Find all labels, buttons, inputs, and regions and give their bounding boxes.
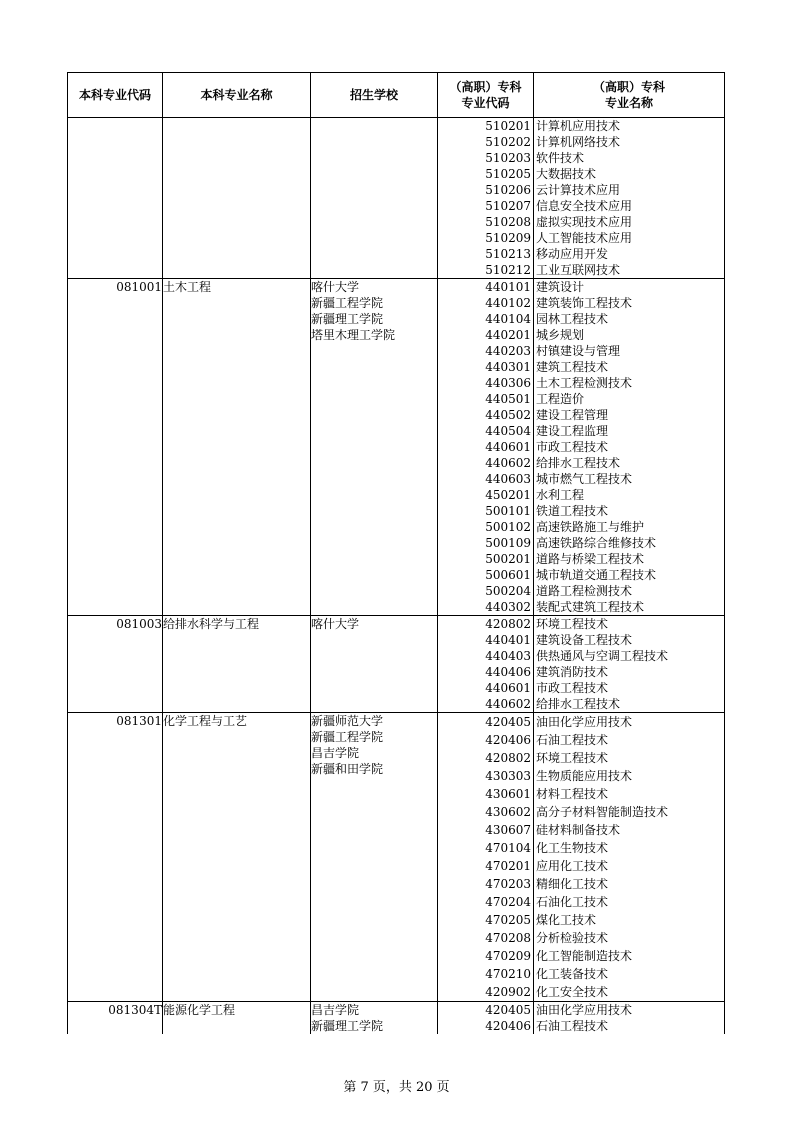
vocational-code: 420802: [485, 617, 531, 631]
header-vocational-name-line2: 专业名称: [604, 96, 653, 110]
vocational-code: 420406: [485, 1019, 531, 1033]
undergrad-name: 能源化学工程: [163, 1002, 311, 1035]
vocational-name: 计算机应用技术: [536, 119, 621, 133]
vocational-code: 510209: [485, 231, 531, 245]
vocational-name: 村镇建设与管理: [536, 344, 621, 358]
vocational-code: 440602: [485, 697, 531, 711]
vocational-code: 510213: [485, 247, 531, 261]
school-item: 喀什大学: [311, 617, 360, 631]
school-list: [311, 1002, 438, 1035]
vocational-code: 500601: [485, 568, 531, 582]
vocational-code: 440601: [485, 440, 531, 454]
vocational-code: 500102: [485, 520, 531, 534]
vocational-code: 440203: [485, 344, 531, 358]
undergrad-name: [163, 118, 311, 279]
school-item: 新疆理工学院: [311, 312, 384, 326]
vocational-name: 煤化工技术: [536, 913, 597, 927]
vocational-name: 水利工程: [536, 488, 585, 502]
vocational-code-list: [438, 279, 534, 616]
vocational-code: 510206: [485, 183, 531, 197]
vocational-name: 化工装备技术: [536, 967, 609, 981]
vocational-code: 440601: [485, 681, 531, 695]
vocational-code: 470204: [485, 895, 531, 909]
undergrad-code: [68, 118, 163, 279]
header-vocational-name: [534, 73, 725, 118]
vocational-code: 440104: [485, 312, 531, 326]
school-item: 新疆理工学院: [311, 1019, 384, 1033]
vocational-name: 铁道工程技术: [536, 504, 609, 518]
undergrad-code: 081304T: [68, 1002, 163, 1035]
vocational-name: 移动应用开发: [536, 247, 609, 261]
table-row: [68, 1002, 725, 1035]
vocational-name: 化工安全技术: [536, 985, 609, 999]
vocational-name: 建筑设备工程技术: [536, 633, 633, 647]
vocational-name: 虚拟实现技术应用: [536, 215, 633, 229]
vocational-code: 420405: [485, 715, 531, 729]
vocational-code: 500201: [485, 552, 531, 566]
vocational-code: 470209: [485, 949, 531, 963]
vocational-name: 信息安全技术应用: [536, 199, 633, 213]
school-item: 新疆和田学院: [311, 762, 384, 776]
vocational-name: 石油化工技术: [536, 895, 609, 909]
undergrad-code: 081001: [68, 279, 163, 616]
header-vocational-code-line1: （高职）专科: [449, 80, 522, 94]
school-item: 新疆师范大学: [311, 714, 384, 728]
vocational-name: 市政工程技术: [536, 681, 609, 695]
undergrad-name: 化学工程与工艺: [163, 713, 311, 1002]
header-undergrad-code: 本科专业代码: [68, 73, 163, 118]
vocational-code: 440603: [485, 472, 531, 486]
vocational-name: 精细化工技术: [536, 877, 609, 891]
school-list: [311, 616, 438, 713]
vocational-name: 化工生物技术: [536, 841, 609, 855]
vocational-code: 420406: [485, 733, 531, 747]
school-item: 新疆工程学院: [311, 730, 384, 744]
vocational-code: 470203: [485, 877, 531, 891]
vocational-code: 440403: [485, 649, 531, 663]
vocational-code: 440302: [485, 600, 531, 614]
vocational-code: 440602: [485, 456, 531, 470]
vocational-name: 建筑设计: [536, 280, 585, 294]
vocational-name: 油田化学应用技术: [536, 715, 633, 729]
table-row: [68, 713, 725, 1002]
vocational-code: 440406: [485, 665, 531, 679]
header-vocational-name-line1: （高职）专科: [592, 80, 665, 94]
vocational-name: 分析检验技术: [536, 931, 609, 945]
vocational-name: 硅材料制备技术: [536, 823, 621, 837]
vocational-code: 510203: [485, 151, 531, 165]
vocational-code: 450201: [485, 488, 531, 502]
vocational-code: 440301: [485, 360, 531, 374]
header-vocational-code-line2: 专业代码: [461, 96, 510, 110]
vocational-code: 440501: [485, 392, 531, 406]
vocational-code: 500204: [485, 584, 531, 598]
undergrad-code: 081301: [68, 713, 163, 1002]
vocational-code: 510201: [485, 119, 531, 133]
vocational-name: 生物质能应用技术: [536, 769, 633, 783]
undergrad-name: 给排水科学与工程: [163, 616, 311, 713]
page-footer: 第 7 页，共 20 页: [343, 1080, 450, 1095]
vocational-code: 440102: [485, 296, 531, 310]
undergrad-code: 081003: [68, 616, 163, 713]
vocational-name: 高分子材料智能制造技术: [536, 805, 669, 819]
vocational-name: 建设工程管理: [536, 408, 609, 422]
vocational-name: 石油工程技术: [536, 1019, 609, 1033]
vocational-name: 建筑工程技术: [536, 360, 609, 374]
vocational-name: 工程造价: [536, 392, 585, 406]
vocational-name: 环境工程技术: [536, 751, 609, 765]
vocational-code: 510208: [485, 215, 531, 229]
vocational-name: 建筑装饰工程技术: [536, 296, 633, 310]
vocational-code: 430607: [485, 823, 531, 837]
vocational-name: 环境工程技术: [536, 617, 609, 631]
vocational-name-list: [534, 713, 725, 1002]
vocational-name-list: [534, 616, 725, 713]
school-list: [311, 118, 438, 279]
vocational-name-list: [534, 118, 725, 279]
vocational-code: 510212: [485, 263, 531, 277]
vocational-name: 建设工程监理: [536, 424, 609, 438]
vocational-code: 510207: [485, 199, 531, 213]
vocational-code: 430602: [485, 805, 531, 819]
school-item: 喀什大学: [311, 280, 360, 294]
vocational-name: 城乡规划: [536, 328, 585, 342]
vocational-code: 440401: [485, 633, 531, 647]
vocational-code: 500109: [485, 536, 531, 550]
vocational-name: 给排水工程技术: [536, 456, 621, 470]
vocational-name-list: [534, 1002, 725, 1035]
vocational-name-list: [534, 279, 725, 616]
vocational-name: 材料工程技术: [536, 787, 609, 801]
vocational-name: 市政工程技术: [536, 440, 609, 454]
vocational-code: 470210: [485, 967, 531, 981]
vocational-code-list: [438, 1002, 534, 1035]
vocational-code: 430303: [485, 769, 531, 783]
vocational-code-list: [438, 118, 534, 279]
school-list: [311, 713, 438, 1002]
vocational-code: 420802: [485, 751, 531, 765]
vocational-name: 高速铁路综合维修技术: [536, 536, 657, 550]
vocational-name: 道路工程检测技术: [536, 584, 633, 598]
vocational-name: 土木工程检测技术: [536, 376, 633, 390]
vocational-name: 高速铁路施工与维护: [536, 520, 645, 534]
vocational-name: 工业互联网技术: [536, 263, 621, 277]
vocational-name: 人工智能技术应用: [536, 231, 633, 245]
undergrad-name: 土木工程: [163, 279, 311, 616]
table-body: [68, 118, 725, 1035]
header-row: [68, 73, 725, 118]
vocational-name: 建筑消防技术: [536, 665, 609, 679]
school-item: 塔里木理工学院: [311, 328, 396, 342]
vocational-code: 510205: [485, 167, 531, 181]
header-school: 招生学校: [311, 73, 438, 118]
vocational-code: 510202: [485, 135, 531, 149]
vocational-name: 城市轨道交通工程技术: [536, 568, 657, 582]
vocational-code-list: [438, 713, 534, 1002]
vocational-name: 软件技术: [536, 151, 585, 165]
table-row: [68, 616, 725, 713]
vocational-code: 470104: [485, 841, 531, 855]
majors-table: [67, 72, 725, 1034]
header-undergrad-name: 本科专业名称: [163, 73, 311, 118]
vocational-name: 计算机网络技术: [536, 135, 621, 149]
vocational-code: 430601: [485, 787, 531, 801]
school-item: 昌吉学院: [311, 746, 360, 760]
vocational-name: 化工智能制造技术: [536, 949, 633, 963]
vocational-name: 道路与桥梁工程技术: [536, 552, 645, 566]
vocational-code: 420405: [485, 1003, 531, 1017]
vocational-code: 470205: [485, 913, 531, 927]
vocational-code: 440504: [485, 424, 531, 438]
table-row: [68, 279, 725, 616]
vocational-code-list: [438, 616, 534, 713]
vocational-name: 应用化工技术: [536, 859, 609, 873]
vocational-name: 云计算技术应用: [536, 183, 621, 197]
vocational-name: 油田化学应用技术: [536, 1003, 633, 1017]
vocational-name: 石油工程技术: [536, 733, 609, 747]
school-item: 昌吉学院: [311, 1003, 360, 1017]
vocational-name: 大数据技术: [536, 167, 597, 181]
vocational-name: 给排水工程技术: [536, 697, 621, 711]
school-item: 新疆工程学院: [311, 296, 384, 310]
vocational-name: 城市燃气工程技术: [536, 472, 633, 486]
vocational-name: 供热通风与空调工程技术: [536, 649, 669, 663]
vocational-name: 装配式建筑工程技术: [536, 600, 645, 614]
vocational-code: 420902: [485, 985, 531, 999]
vocational-code: 440306: [485, 376, 531, 390]
vocational-code: 440101: [485, 280, 531, 294]
vocational-code: 470208: [485, 931, 531, 945]
vocational-name: 园林工程技术: [536, 312, 609, 326]
school-list: [311, 279, 438, 616]
table-row: [68, 118, 725, 279]
vocational-code: 440502: [485, 408, 531, 422]
vocational-code: 470201: [485, 859, 531, 873]
header-vocational-code: [438, 73, 534, 118]
vocational-code: 500101: [485, 504, 531, 518]
vocational-code: 440201: [485, 328, 531, 342]
